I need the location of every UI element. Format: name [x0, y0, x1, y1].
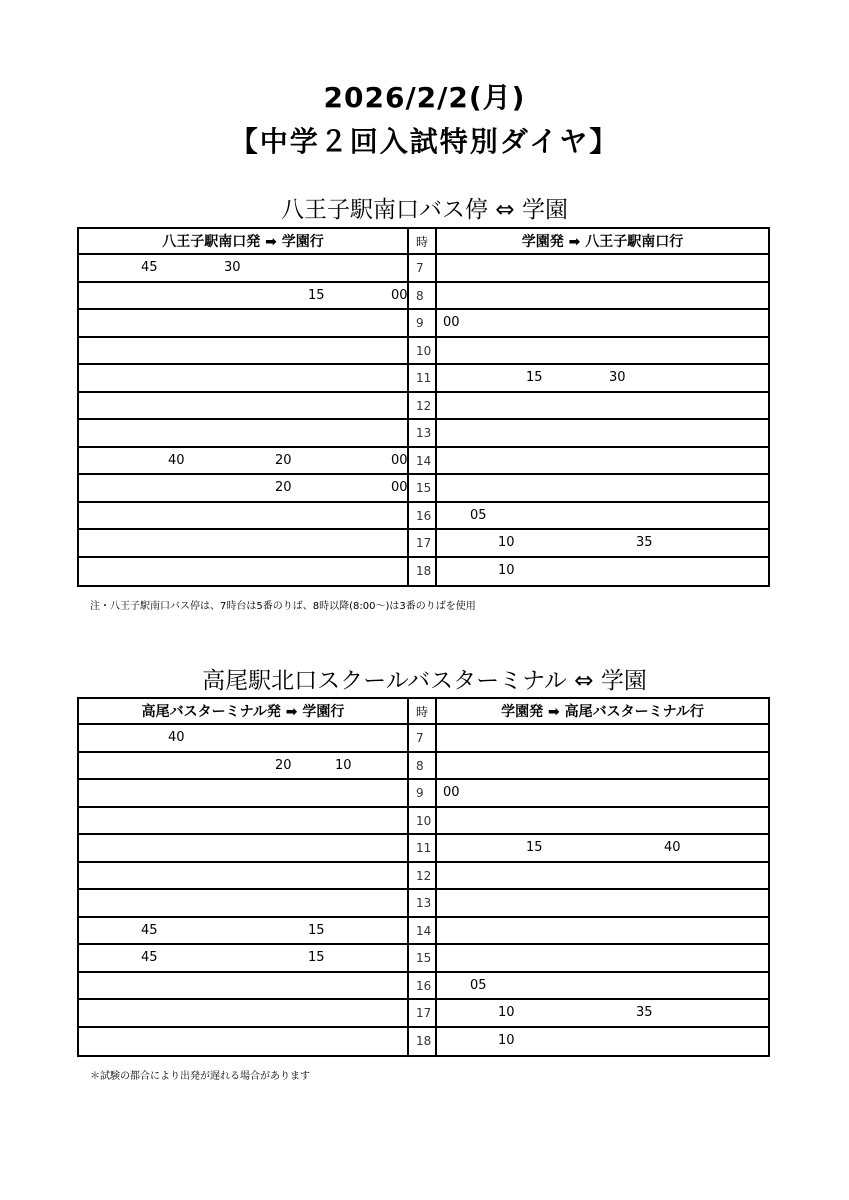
hour-cell: [409, 475, 437, 501]
hour-cell: [409, 365, 437, 391]
hour-cell: [409, 808, 437, 834]
departures-return: [437, 420, 768, 446]
hour-label: 15: [416, 481, 432, 495]
departure-minute: 40: [168, 452, 185, 468]
table-row: [79, 475, 768, 503]
departure-minute: 45: [141, 922, 158, 938]
table-row: [79, 283, 768, 311]
departures-return: [437, 255, 768, 281]
table-row: [79, 338, 768, 366]
section2-hour-header: 時: [409, 699, 437, 723]
hour-cell: [409, 1028, 437, 1056]
departures-outbound: [79, 1028, 409, 1056]
section1-hour-header: 時: [409, 229, 437, 253]
departures-outbound: [79, 1000, 409, 1026]
departures-return: [437, 393, 768, 419]
departure-minute: 35: [636, 1005, 653, 1020]
hour-label: 8: [416, 758, 424, 773]
departure-minute: 00: [443, 785, 460, 800]
departures-return: [437, 780, 768, 806]
hour-cell: [409, 255, 437, 281]
departure-minute: 30: [224, 260, 241, 275]
section1-left-header: 八王子駅南口発 ➡ 学園行: [79, 229, 409, 253]
departures-outbound: [79, 255, 409, 281]
departures-outbound: [79, 475, 409, 501]
hour-cell: [409, 918, 437, 944]
hour-label: 10: [416, 813, 432, 828]
hour-cell: [409, 420, 437, 446]
section2-note: ＊試験の都合により出発が遅れる場合があります: [90, 1071, 310, 1082]
departure-minute: 10: [498, 1032, 515, 1048]
table-row: [79, 890, 768, 918]
hour-cell: [409, 890, 437, 916]
hour-label: 13: [416, 896, 432, 910]
departures-outbound: [79, 725, 409, 751]
hour-label: 11: [416, 371, 432, 385]
hour-cell: [409, 780, 437, 806]
table-row: [79, 973, 768, 1001]
departures-outbound: [79, 530, 409, 556]
departure-minute: 00: [391, 452, 408, 468]
table-row: [79, 1028, 768, 1056]
hour-cell: [409, 835, 437, 861]
page-date: 2026/2/2(月): [323, 81, 526, 114]
section1-right-header: 学園発 ➡ 八王子駅南口行: [521, 234, 684, 250]
departures-outbound: [79, 448, 409, 474]
section2-header-row: [79, 699, 768, 725]
hour-cell: [409, 448, 437, 474]
departures-outbound: [79, 420, 409, 446]
departure-minute: 30: [609, 370, 626, 385]
table-row: [79, 530, 768, 558]
departure-minute: 20: [275, 757, 292, 773]
hour-label: 10: [416, 343, 432, 358]
table-row: [79, 310, 768, 338]
departures-outbound: [79, 973, 409, 999]
departure-minute: 00: [443, 315, 460, 330]
departures-outbound: [79, 890, 409, 916]
hour-label: 12: [416, 868, 432, 883]
hour-cell: [409, 530, 437, 556]
departure-minute: 20: [275, 480, 292, 495]
hour-cell: [409, 558, 437, 586]
section2-left-header: 高尾バスターミナル発 ➡ 学園行: [79, 699, 409, 723]
departures-outbound: [79, 863, 409, 889]
hour-label: 14: [416, 453, 432, 468]
departures-outbound: [79, 753, 409, 779]
departures-return: [437, 1000, 768, 1026]
departures-return: [437, 890, 768, 916]
table-row: [79, 808, 768, 836]
table-row: [79, 558, 768, 586]
section1-title: 八王子駅南口バス停 ⇔ 学園: [281, 197, 568, 223]
departure-minute: 05: [470, 507, 487, 523]
departure-minute: 10: [335, 757, 352, 773]
departures-return: [437, 558, 768, 586]
departure-minute: 15: [526, 370, 543, 385]
hour-label: 16: [416, 508, 432, 523]
table-row: [79, 945, 768, 973]
table-row: [79, 255, 768, 283]
hour-label: 8: [416, 288, 424, 303]
hour-label: 15: [416, 951, 432, 965]
departures-return: [437, 835, 768, 861]
page-subtitle: 【中学２回入試特別ダイヤ】: [229, 125, 620, 158]
departures-outbound: [79, 558, 409, 586]
table-row: [79, 753, 768, 781]
departure-minute: 15: [308, 287, 325, 303]
departures-outbound: [79, 835, 409, 861]
departure-minute: 05: [470, 977, 487, 993]
departures-outbound: [79, 283, 409, 309]
hour-label: 9: [416, 316, 424, 330]
departures-outbound: [79, 808, 409, 834]
departures-outbound: [79, 780, 409, 806]
departures-return: [437, 973, 768, 999]
hour-cell: [409, 753, 437, 779]
departure-minute: 15: [526, 840, 543, 855]
table-row: [79, 725, 768, 753]
section1-timetable: [77, 227, 770, 587]
departures-return: [437, 1028, 768, 1056]
hour-label: 7: [416, 261, 424, 275]
departure-minute: 10: [498, 535, 515, 550]
departures-return: [437, 918, 768, 944]
hour-cell: [409, 283, 437, 309]
hour-label: 18: [416, 563, 432, 578]
section1-note: 注・八王子駅南口バス停は、7時台は5番のりば、8時以降(8:00～)は3番のりばを使用: [90, 601, 476, 612]
section2-timetable: [77, 697, 770, 1057]
hour-label: 17: [416, 1006, 432, 1020]
departure-minute: 00: [391, 287, 408, 303]
departures-outbound: [79, 945, 409, 971]
hour-cell: [409, 863, 437, 889]
hour-cell: [409, 973, 437, 999]
departures-return: [437, 310, 768, 336]
departures-outbound: [79, 338, 409, 364]
section2-title: 高尾駅北口スクールバスターミナル ⇔ 学園: [202, 668, 647, 694]
departure-minute: 40: [168, 730, 185, 745]
departures-return: [437, 503, 768, 529]
departure-minute: 15: [308, 922, 325, 938]
departure-minute: 15: [308, 950, 325, 965]
departures-outbound: [79, 310, 409, 336]
departures-return: [437, 475, 768, 501]
departures-return: [437, 753, 768, 779]
departure-minute: 45: [141, 950, 158, 965]
hour-cell: [409, 310, 437, 336]
departures-return: [437, 530, 768, 556]
hour-label: 18: [416, 1033, 432, 1048]
departures-outbound: [79, 365, 409, 391]
hour-label: 14: [416, 923, 432, 938]
departures-return: [437, 448, 768, 474]
table-row: [79, 780, 768, 808]
section2-right-header: 学園発 ➡ 高尾バスターミナル行: [501, 704, 704, 720]
hour-label: 17: [416, 536, 432, 550]
departures-return: [437, 365, 768, 391]
table-row: [79, 863, 768, 891]
table-row: [79, 918, 768, 946]
departure-minute: 10: [498, 1005, 515, 1020]
table-row: [79, 420, 768, 448]
hour-cell: [409, 338, 437, 364]
departures-outbound: [79, 918, 409, 944]
hour-cell: [409, 393, 437, 419]
table-row: [79, 393, 768, 421]
departures-outbound: [79, 393, 409, 419]
hour-label: 9: [416, 786, 424, 800]
section1-header-row: [79, 229, 768, 255]
hour-cell: [409, 945, 437, 971]
hour-label: 12: [416, 398, 432, 413]
departures-return: [437, 945, 768, 971]
hour-cell: [409, 1000, 437, 1026]
hour-label: 16: [416, 978, 432, 993]
table-row: [79, 1000, 768, 1028]
departures-return: [437, 863, 768, 889]
departure-minute: 40: [664, 840, 681, 855]
table-row: [79, 503, 768, 531]
table-row: [79, 835, 768, 863]
departures-return: [437, 283, 768, 309]
table-row: [79, 448, 768, 476]
hour-cell: [409, 503, 437, 529]
departures-return: [437, 808, 768, 834]
hour-label: 7: [416, 731, 424, 745]
table-row: [79, 365, 768, 393]
hour-cell: [409, 725, 437, 751]
departures-return: [437, 338, 768, 364]
departure-minute: 20: [275, 452, 292, 468]
departure-minute: 45: [141, 260, 158, 275]
hour-label: 11: [416, 841, 432, 855]
departures-return: [437, 725, 768, 751]
hour-label: 13: [416, 426, 432, 440]
departure-minute: 10: [498, 562, 515, 578]
departures-outbound: [79, 503, 409, 529]
departure-minute: 35: [636, 535, 653, 550]
departure-minute: 00: [391, 480, 408, 495]
